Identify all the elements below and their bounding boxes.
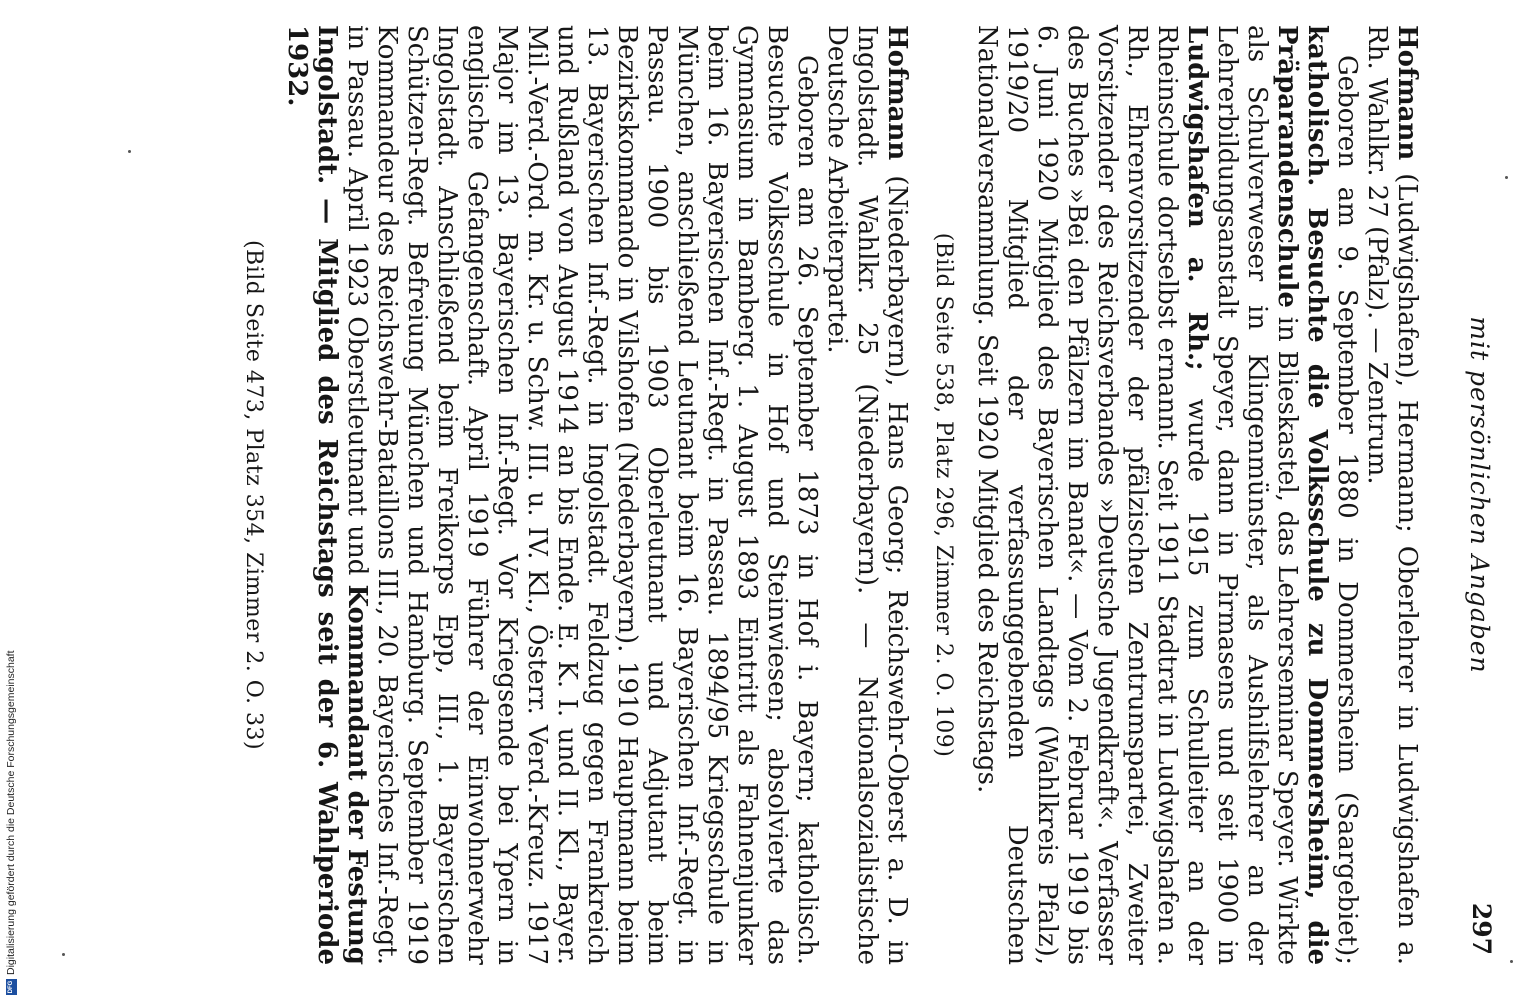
entry-name: Hofmann [1392,25,1422,161]
scan-speck [1510,960,1513,963]
digitization-notice [4,275,18,995]
entry-body: wurde 1915 zum Schulleiter an der Rheinschule dortselbst ernannt. Seit 1911 Stadtrat in Ludwigshafen a. Rh., Ehrenvorsitzender der pfälzischen Zentrumspartei, Zweiter Vorsitzender des Reichsverbandes »Deutsche Jugendkraft«. Verfasser des Buches »Bei den Pfälzern im Banat«. — Vom 2. Februar 1919 bis 6. Juni 1920 Mitglied des Bayerischen Landtags (Wahlkreis Pfalz), 1919/20 Mitglied der verfassunggebenden Deutschen Nationalversammlung. Seit 1920 Mitglied des Reichstags. [972,25,1212,966]
running-title: mit persönlichen Angaben [1465,316,1494,674]
picture-reference: (Bild Seite 538, Platz 296, Zimmer 2. O. 109) [931,232,956,758]
entry-body-bold: Ludwigshafen a. Rh.; [1182,25,1212,371]
entry-body-bold: katholisch. Besuchte die Volksschule zu Dommersheim, die Präparandenschule [1272,25,1332,965]
entry-body-bold: Kommandant der Festung Ingolstadt. — Mitglied des Reichstags seit der 6. Wahlperiode 1932. [282,25,372,965]
biography-entry [238,25,912,965]
biography-entry [928,25,1422,965]
digitization-notice-text: Digitalisierung gefördert durch die Deutsche Forschungsgemeinschaft [5,650,17,975]
picture-reference: (Bild Seite 473, Platz 354, Zimmer 2. O. 33) [241,239,266,751]
entry-body: Geboren am 9. September 1880 in Dommersheim (Saargebiet); [1332,55,1362,965]
entry-name: Hofmann [882,25,912,161]
entry-intro: (Ludwigshafen), Hermann; Oberlehrer in Ludwigshafen a. Rh. Wahlkr. 27 (Pfalz). — Zentrum. [1362,25,1422,965]
entry-intro: (Niederbayern), Hans Georg; Reichswehr-Oberst a. D. in Ingolstadt. Wahlkr. 25 (Niederbayern). — Nationalsozialistische Deutsche Arbeiterpartei. [822,25,912,965]
entry-body: Geboren am 26. September 1873 in Hof i. Bayern; katholisch. Besuchte Volksschule in Hof und Steinwiesen; absolvierte das Gymnasium in Bamberg. 1. August 1893 Eintritt als Fahnenjunker beim 16. Bayerischen Inf.-Regt. in Passau. 1894/95 Kriegsschule in München, anschließend Leutnant beim 16. Bayerischen Inf.-Regt. in Passau. 1900 bis 1903 Oberleutnant und Adjutant beim Bezirkskommando in Vilshofen (Niederbayern). 1910 Hauptmann beim 13. Bayerischen Inf.-Regt. in Ingolstadt. Feldzug gegen Frankreich und Rußland von August 1914 an bis Ende. E. K. I. und II. Kl., Bayer. Mil.-Verd.-Ord. m. Kr. u. Schw. III. u. IV. Kl., Österr. Verd.-Kreuz. 1917 Major im 13. Bayerischen Inf.-Regt. Vor Kriegsende bei Ypern in englische Gefangenschaft. April 1919 Führer der Einwohnerwehr Ingolstadt. Anschließend beim Freikorps Epp, III., 1. Bayerischen Schützen-Regt. Befreiung München und Hamburg. September 1919 Kommandeur des Reichswehr-Bataillons III., 20. Bayerisches Inf.-Regt. in Passau. April 1923 Oberstleutnant und [342,25,822,965]
entry-body: in Blieskastel, das Lehrerseminar Speyer. Wirkte als Schulverweser in Klingenmünster, als Aushilfslehrer an der Lehrerbildungsanstalt Speyer, dann in Pirmasens und seit 1900 in [1212,25,1302,965]
page-number: 297 [1467,902,1496,955]
scan-speck [62,953,65,956]
page-header [1452,25,1500,965]
dfg-logo-icon: DFG [6,979,17,995]
rotated-page [120,25,1500,985]
scan-speck [1505,176,1508,179]
